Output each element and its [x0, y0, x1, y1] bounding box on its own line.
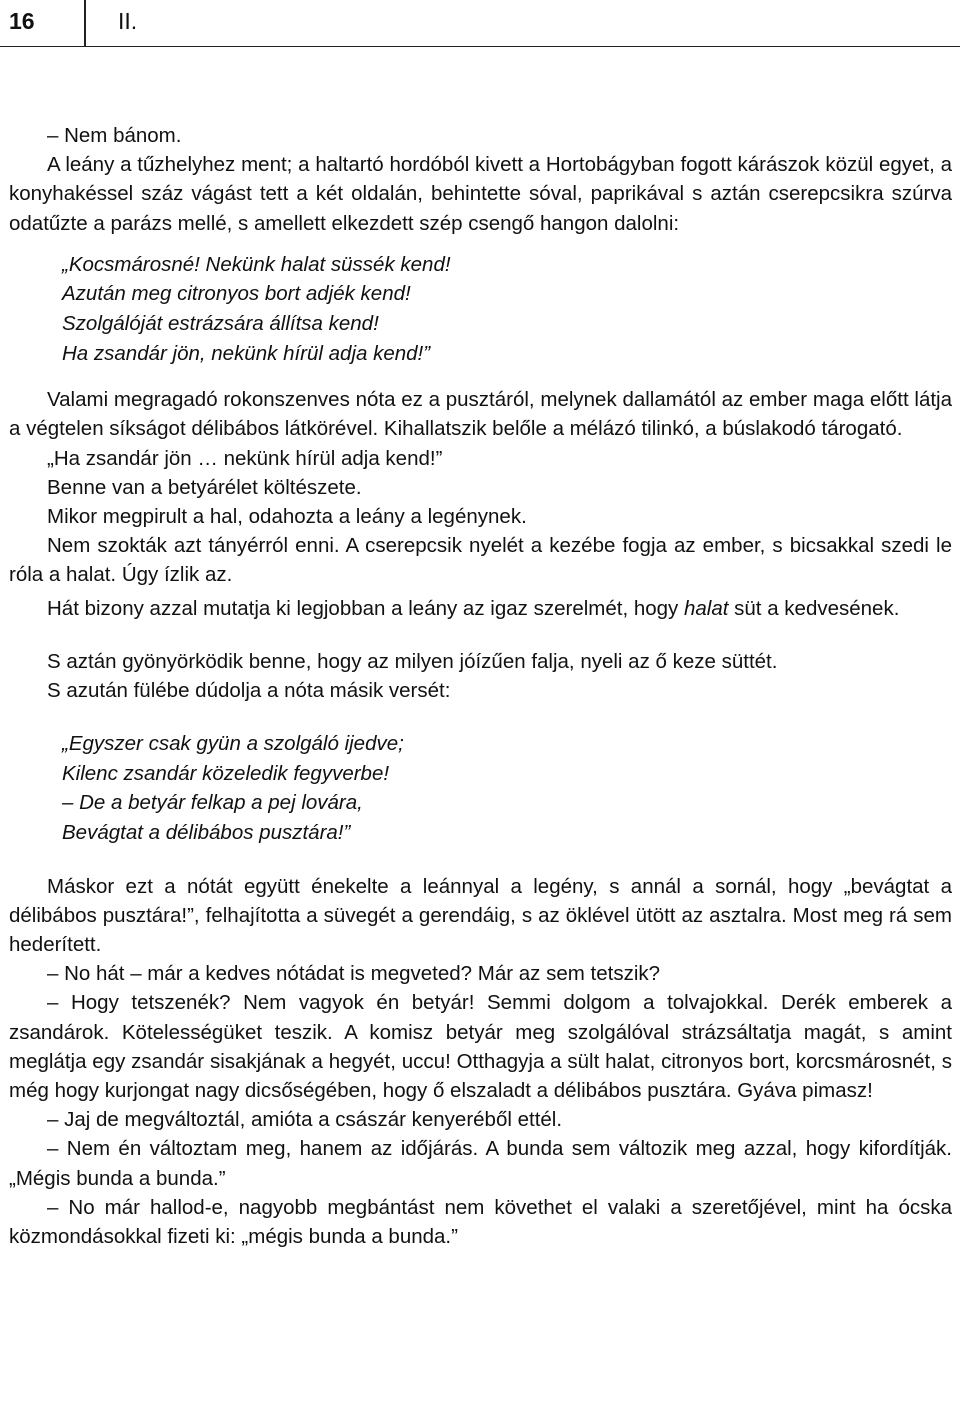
text-run: Hát bizony azzal mutatja ki legjobban a leány az igaz szerelmét, hogy [47, 596, 684, 620]
paragraph: S azután fülébe dúdolja a nóta másik versét: [47, 679, 451, 703]
paragraph: A leány a tűzhelyhez ment; a haltartó hordóból kivett a Hortobágyban fogott kárászok közül egyet, a konyhakéssel száz vágást tett a két oldalán, behintette sóval, paprikával s aztán cserepcsikra szúrva odatűzte a parázs mellé, s amellett elkezdett szép csengő hangon dalolni: [9, 153, 952, 235]
dialogue-line: – Nem én változtam meg, hanem az időjárás. A bunda sem változik meg azzal, hogy kifordítják. „Mégis bunda a bunda.” [9, 1137, 952, 1190]
verse-stanza-1 [9, 250, 952, 368]
paragraph: S aztán gyönyörködik benne, hogy az milyen jóízűen falja, nyeli az ő keze süttét. [47, 649, 778, 673]
paragraph [9, 594, 952, 623]
dialogue-line: – Hogy tetszenék? Nem vagyok én betyár! Semmi dolgom a tolvajokkal. Derék emberek a zsandárok. Kötelességüket teszik. A komisz betyár meg szolgálóval strázsáltatja magát, s amint meglátja egy zsandár sisakjának a hegyét, uccu! Otthagyja a sült halat, citronyos bort, korcsmárosnét, s még hogy kurjongat nagy dicsőségében, hogy ő elszaladt a délibábos pusztára. Gyáva pimasz! [9, 991, 952, 1103]
paragraph: „Ha zsandár jön … nekünk hírül adja kend!” [47, 446, 443, 470]
verse-stanza-2 [9, 729, 952, 847]
paragraph: Mikor megpirult a hal, odahozta a leány a legénynek. [47, 505, 527, 528]
verse-line: Szolgálóját estrázsára állítsa kend! [62, 312, 379, 335]
verse-line: „Kocsmárosné! Nekünk halat süssék kend! [62, 252, 451, 276]
verse-line: Bevágtat a délibábos pusztára!” [62, 821, 351, 844]
paragraph: Máskor ezt a nótát együtt énekelte a leánnyal a legény, s annál a sornál, hogy „bevágtat a délibábos pusztára!”, felhajította a süvegét a gerendáig, s az öklével ütött az asztalra. Most meg rá sem hederített. [9, 874, 952, 956]
paragraph: Benne van a betyárélet költészete. [47, 475, 362, 499]
verse-line: Azután meg citronyos bort adjék kend! [62, 282, 411, 306]
text-run: süt a kedvesének. [728, 596, 900, 620]
page-body [9, 121, 952, 1251]
chapter-label: II. [118, 8, 138, 34]
emphasis-text: halat [683, 596, 729, 620]
paragraph: Valami megragadó rokonszenves nóta ez a pusztáról, melynek dallamától az ember maga előtt látja a végtelen síkságot délibábos látkörével. Kihallatszik belőle a mélázó tilinkó, a búslakodó tárogató. [9, 388, 952, 441]
dialogue-line: – No hát – már a kedves nótádat is megveted? Már az sem tetszik? [47, 962, 661, 986]
verse-line: Ha zsandár jön, nekünk hírül adja kend!” [62, 341, 431, 365]
dialogue-line: – Jaj de megváltoztál, amióta a császár kenyeréből ettél. [47, 1108, 563, 1132]
page-header [0, 0, 960, 47]
header-divider [84, 0, 86, 46]
paragraph: Nem szokták azt tányérról enni. A cserepcsik nyelét a kezébe fogja az ember, s bicsakkal szedi le róla a halat. Úgy ízlik az. [9, 534, 952, 587]
verse-line: – De a betyár felkap a pej lovára, [62, 791, 363, 815]
paragraph: – Nem bánom. [47, 124, 182, 147]
verse-line: „Egyszer csak gyün a szolgáló ijedve; [62, 732, 404, 756]
dialogue-line: – No már hallod-e, nagyobb megbántást nem követhet el valaki a szeretőjével, mint ha ócska közmondásokkal fizeti ki: „mégis bunda a bunda.” [9, 1195, 952, 1249]
verse-line: Kilenc zsandár közeledik fegyverbe! [62, 761, 390, 785]
page-number: 16 [9, 8, 35, 34]
